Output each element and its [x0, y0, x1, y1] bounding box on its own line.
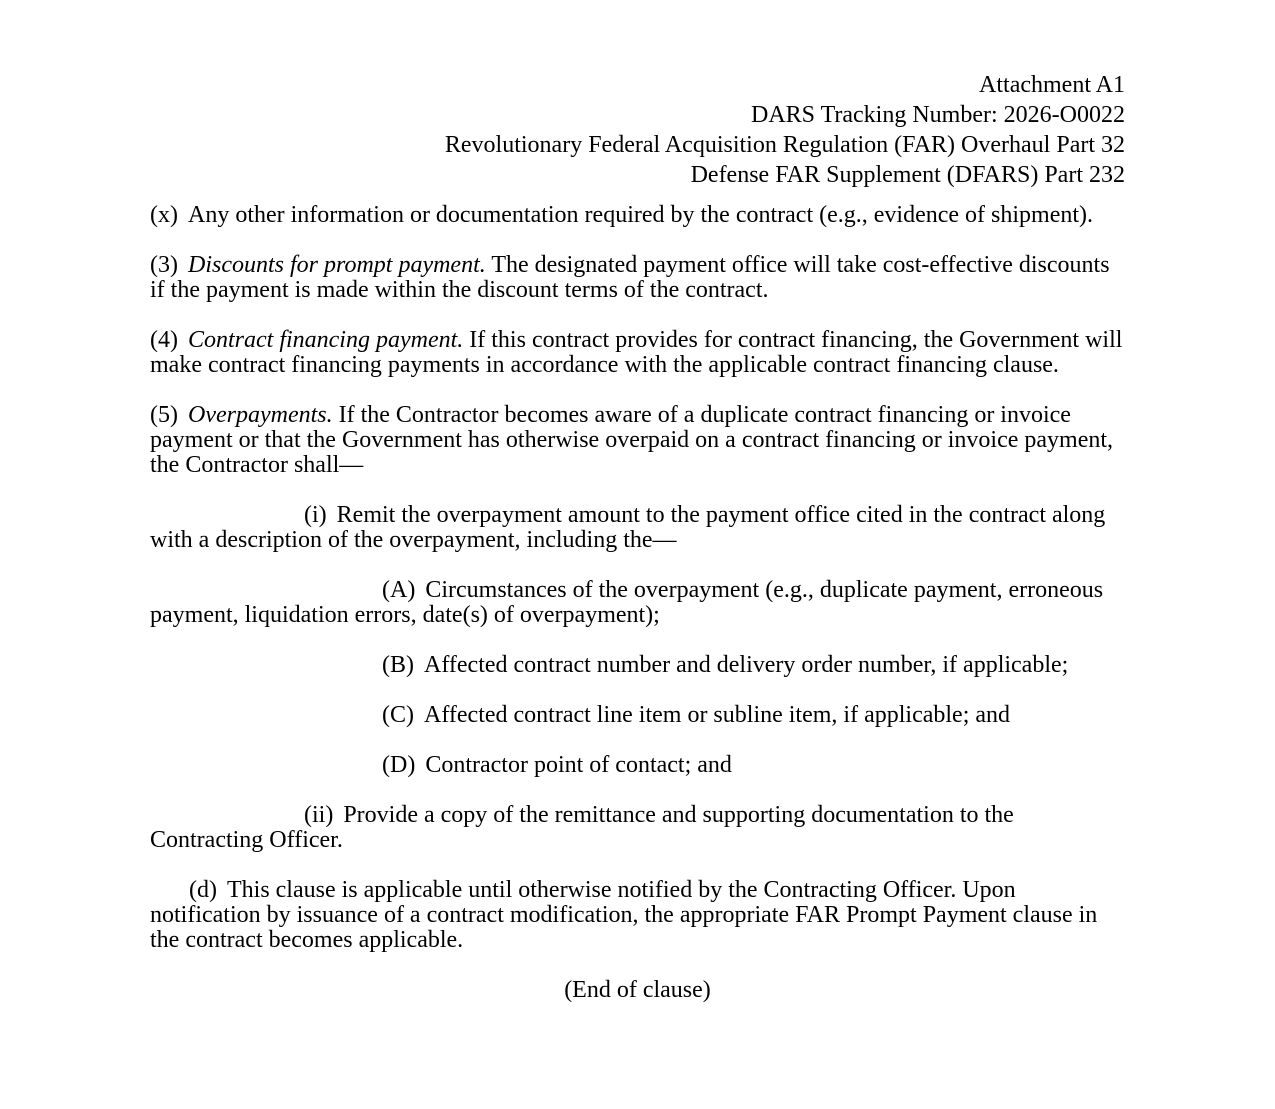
page-header [150, 70, 1125, 190]
paragraph-3: (3) Discounts for prompt payment. The designated payment office will take cost-effective discounts if the payment is made within the discount terms of the contract. [150, 252, 1110, 303]
paragraph-5: (5) Overpayments. If the Contractor becomes aware of a duplicate contract financing or invoice payment or that the Government has otherwise overpaid on a contract financing or invoice payment, the Contractor shall— [150, 402, 1114, 478]
paragraph-ii: (ii) Provide a copy of the remittance and supporting documentation to the Contracting Officer. [150, 802, 1014, 853]
paragraph-A: (A) Circumstances of the overpayment (e.g., duplicate payment, erroneous payment, liquidation errors, date(s) of overpayment); [150, 577, 1104, 628]
paragraph-d: (d) This clause is applicable until otherwise notified by the Contracting Officer. Upon notification by issuance of a contract modification, the appropriate FAR Prompt Payment clause in the contract becomes applicable. [150, 877, 1098, 953]
document-page [150, 70, 1125, 1028]
dfars-part: Defense FAR Supplement (DFARS) Part 232 [690, 162, 1125, 188]
far-part: Revolutionary Federal Acquisition Regulation (FAR) Overhaul Part 32 [444, 132, 1125, 158]
paragraph-B: (B) Affected contract number and delivery order number, if applicable; [382, 652, 1069, 678]
paragraph-4: (4) Contract financing payment. If this contract provides for contract financing, the Government will make contract financing payments in accordance with the applicable contract financing clause. [150, 327, 1123, 378]
paragraph-4-title: Contract financing payment. [187, 327, 464, 353]
end-of-clause: (End of clause) [564, 977, 711, 1003]
paragraph-C: (C) Affected contract line item or subline item, if applicable; and [382, 702, 1011, 728]
paragraph-x: (x) Any other information or documentation required by the contract (e.g., evidence of shipment). [150, 202, 1094, 228]
paragraph-3-title: Discounts for prompt payment. [187, 252, 486, 278]
attachment-label: Attachment A1 [979, 72, 1125, 98]
tracking-number: DARS Tracking Number: 2026-O0022 [750, 102, 1125, 128]
paragraph-i: (i) Remit the overpayment amount to the payment office cited in the contract along with a description of the overpayment, including the— [150, 502, 1106, 553]
paragraph-5-title: Overpayments. [187, 402, 333, 428]
paragraph-D: (D) Contractor point of contact; and [382, 752, 732, 778]
